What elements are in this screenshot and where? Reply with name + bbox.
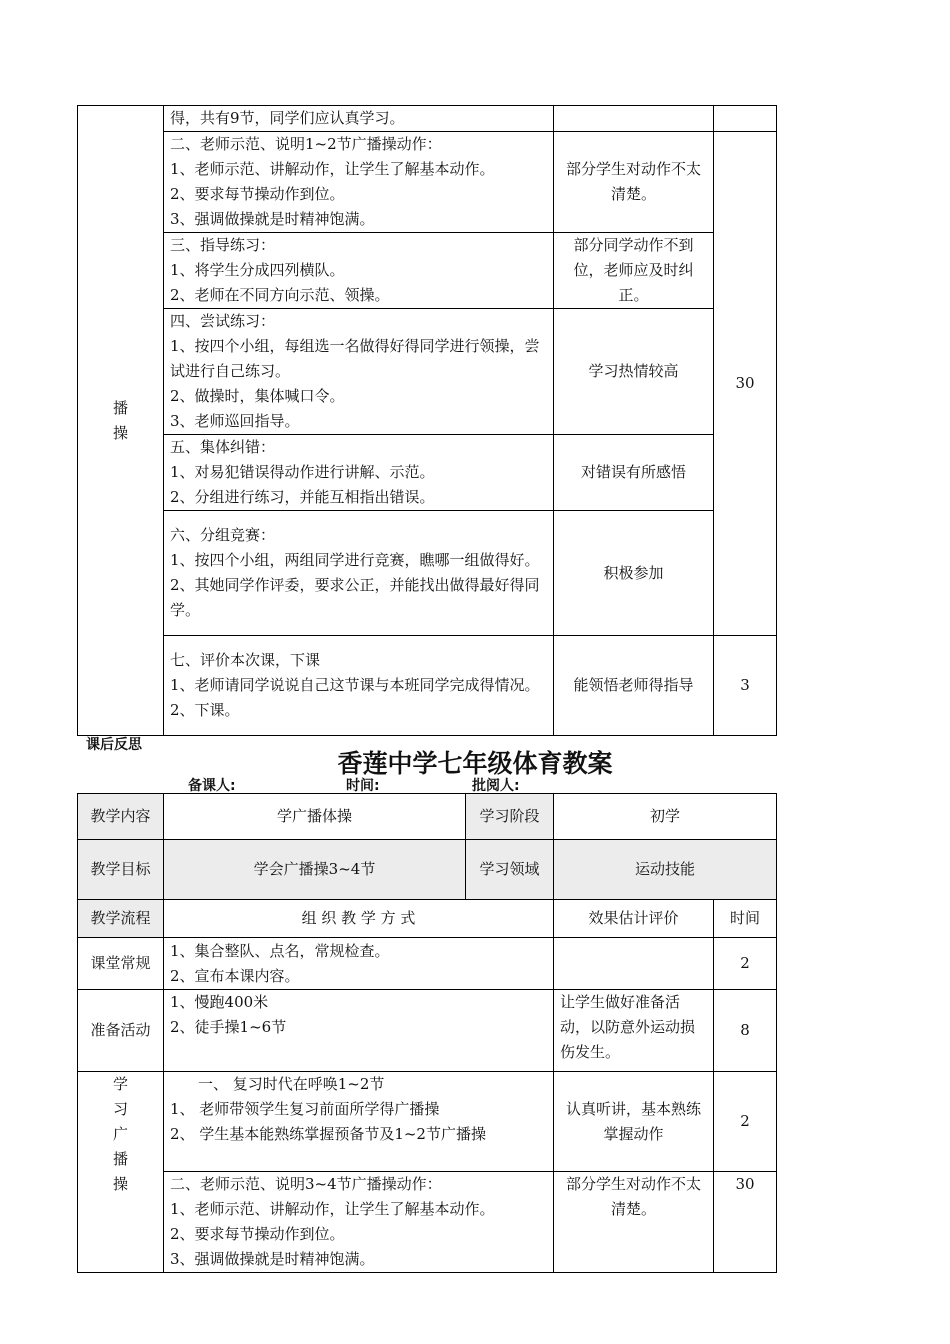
eval-cell: 部分同学动作不到位，老师应及时纠正。 [554,233,714,309]
warmup-time: 8 [714,990,777,1072]
time-cell: 30 [714,132,777,636]
content-label: 教学内容 [78,794,164,840]
step-line: 1、慢跑400米 [170,993,269,1011]
table-row [78,990,777,1072]
step-line: 七、评价本次课，下课 [170,651,321,669]
eval-cell: 对错误有所感悟 [554,435,714,511]
step-three-cell [164,233,554,309]
eval-cell: 部分学生对动作不太清楚。 [554,132,714,233]
eval-cell: 能领悟老师得指导 [554,636,714,736]
step-line: 1、集合整队、点名，常规检查。 [170,941,390,960]
review-time: 2 [714,1072,777,1172]
table-row [78,106,777,132]
flow-label: 教学流程 [78,900,164,938]
step-line: 3、强调做操就是时精神饱满。 [170,210,375,228]
step-line: 四、尝试练习： [170,312,276,330]
step-line: 1、老师示范、讲解动作，让学生了解基本动作。 [170,1200,495,1218]
step-line: 3、强调做操就是时精神饱满。 [170,1250,375,1268]
step-line: 3、老师巡回指导。 [170,412,300,430]
step-line: 六、分组竞赛： [170,526,276,544]
step-line: 1、对易犯错误得动作进行讲解、示范。 [170,463,435,481]
method-label: 组 织 教 学 方 式 [164,900,554,938]
learn-label-char: 播 [112,1150,128,1168]
table-row [78,132,777,233]
row0-time [714,106,777,132]
step-line: 1、老师请同学说说自己这节课与本班同学完成得情况。 [170,676,540,694]
section-label: 播操 [112,398,128,442]
review-cell [164,1072,554,1172]
row0-text: 得，共有9节，同学们应认真学习。 [164,106,554,132]
routine-time: 2 [714,938,777,990]
step-line: 2、做操时，集体喊口令。 [170,387,345,405]
table-row [78,794,777,840]
eval-label: 效果估计评价 [554,900,714,938]
review-eval: 认真听讲，基本熟练掌握动作 [554,1072,714,1172]
step-line: 五、集体纠错： [170,438,276,456]
step-four-cell [164,309,554,435]
table-row [78,1172,777,1273]
table-row [78,435,777,511]
eval-cell: 学习热情较高 [554,309,714,435]
lesson-table-continued [77,105,777,736]
goal-label: 教学目标 [78,840,164,900]
demo-eval: 部分学生对动作不太清楚。 [554,1172,714,1273]
step-line: 2、徒手操1~6节 [170,1018,287,1036]
lesson-plan-table [77,793,777,1273]
demo-time: 30 [714,1172,777,1273]
learn-label-char: 广 [112,1125,128,1143]
warmup-cell [164,990,554,1072]
step-line: 1、将学生分成四列横队。 [170,261,345,279]
warmup-eval: 让学生做好准备活动，以防意外运动损伤发生。 [554,990,714,1072]
learn-label-char: 习 [112,1100,128,1118]
page-title: 香莲中学七年级体育教案 [337,749,613,778]
preparer-label: 备课人: [188,778,236,794]
step-line: 2、分组进行练习，并能互相指出错误。 [170,488,435,506]
stage-value: 初学 [554,794,777,840]
table-row [78,233,777,309]
step-line: 2、下课。 [170,701,240,719]
step-line: 2、其她同学作评委，要求公正，并能找出做得最好得同学。 [170,576,540,619]
step-line: 1、按四个小组，每组选一名做得好得同学进行领操，尝试进行自己练习。 [170,337,540,380]
table-row [78,636,777,736]
step-line: 2、要求每节操动作到位。 [170,185,345,203]
domain-value: 运动技能 [554,840,777,900]
routine-cell [164,938,554,990]
routine-label: 课堂常规 [78,938,164,990]
step-line: 2、要求每节操动作到位。 [170,1225,345,1243]
content-value: 学广播体操 [164,794,466,840]
step-six-cell [164,511,554,636]
table-row [78,511,777,636]
table-row [78,938,777,990]
table-row [78,309,777,435]
domain-label: 学习领域 [466,840,554,900]
eval-cell: 积极参加 [554,511,714,636]
stage-label: 学习阶段 [466,794,554,840]
table-row [78,1072,777,1172]
time-cell: 3 [714,636,777,736]
step-two-cell [164,132,554,233]
step-line: 二、老师示范、说明1~2节广播操动作： [170,135,442,153]
step-line: 2、老师在不同方向示范、领操。 [170,286,390,304]
table-row [78,840,777,900]
section-label-cell [78,106,164,736]
learn-label-char: 学 [112,1075,128,1093]
table-row [78,900,777,938]
step-line: 1、按四个小组，两组同学进行竞赛，瞧哪一组做得好。 [170,551,540,569]
step-line: 1、 老师带领学生复习前面所学得广播操 [170,1100,440,1118]
after-class-reflection-label: 课后反思 [86,737,142,753]
step-line: 2、宣布本课内容。 [170,966,300,985]
time-header: 时间 [714,900,777,938]
routine-eval [554,938,714,990]
learn-label-cell [78,1072,164,1273]
reviewer-label: 批阅人: [472,778,520,794]
step-seven-cell [164,636,554,736]
goal-value: 学会广播操3~4节 [164,840,466,900]
warmup-label: 准备活动 [78,990,164,1072]
step-line: 二、老师示范、说明3~4节广播操动作： [170,1175,442,1193]
step-five-cell [164,435,554,511]
demo-cell [164,1172,554,1273]
step-line: 1、老师示范、讲解动作，让学生了解基本动作。 [170,160,495,178]
step-line: 一、 复习时代在呼唤1~2节 [198,1075,385,1093]
step-line: 2、 学生基本能熟练掌握预备节及1~2节广播操 [170,1125,486,1143]
time-label: 时间: [346,778,380,794]
step-line: 三、指导练习： [170,236,276,254]
learn-label-char: 操 [112,1175,128,1193]
row0-eval [554,106,714,132]
